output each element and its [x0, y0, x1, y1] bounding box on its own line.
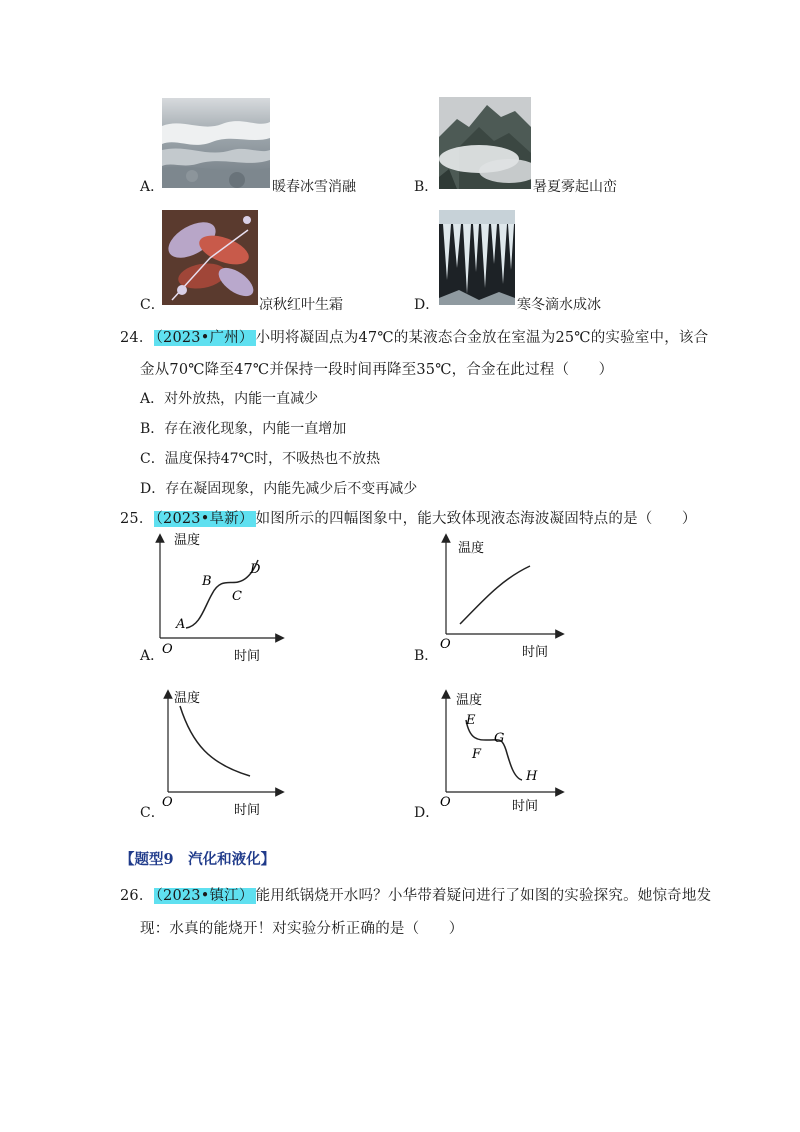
question-24: [120, 326, 708, 347]
question-text: 金从70℃降至47℃并保持一段时间再降至35℃，合金在此过程（ ）: [140, 362, 614, 378]
x-axis-label: 时间: [522, 645, 549, 660]
frosted-leaf-photo: [162, 210, 258, 305]
point-label: B: [202, 574, 212, 589]
point-label: G: [494, 731, 505, 746]
question-text: 如图所示的四幅图象中，能大致体现液态海波凝固特点的是（ ）: [255, 511, 697, 527]
graph-c: [130, 684, 290, 820]
option-b: B．存在液化现象，内能一直增加: [140, 421, 347, 437]
question-number: 25．: [120, 511, 154, 527]
graph-letter: A．: [140, 648, 165, 664]
y-axis-label: 温度: [458, 541, 485, 556]
question-text: 现：水真的能烧开！对实验分析正确的是（ ）: [140, 921, 464, 937]
source-tag: （2023•镇江）: [155, 888, 254, 904]
y-axis-label: 温度: [174, 533, 201, 548]
option-text: 凉秋红叶生霜: [259, 297, 343, 313]
mountain-fog-photo: [439, 97, 531, 189]
point-label: C: [232, 589, 242, 604]
question-number: 26．: [120, 888, 154, 904]
option-c: C．温度保持47℃时，不吸热也不放热: [140, 451, 381, 467]
option-text: 寒冬滴水成冰: [517, 297, 601, 313]
question-text: 能用纸锅烧开水吗？小华带着疑问进行了如图的实验探究。她惊奇地发: [255, 888, 712, 904]
option-letter: C．: [140, 297, 165, 313]
option-text: 暑夏雾起山峦: [533, 179, 617, 195]
origin-label: O: [440, 795, 451, 810]
melting-ice-photo: [162, 98, 270, 188]
option-d: D．存在凝固现象，内能先减少后不变再减少: [140, 481, 418, 497]
source-tag: （2023•阜新）: [155, 511, 254, 527]
option-letter: D．: [414, 297, 440, 313]
point-label: F: [472, 747, 482, 762]
option-text: 暖春冰雪消融: [272, 179, 356, 195]
origin-label: O: [440, 637, 451, 652]
source-tag: （2023•广州）: [155, 330, 254, 346]
origin-label: O: [162, 795, 173, 810]
point-label: H: [526, 769, 538, 784]
option-letter: B．: [414, 179, 439, 195]
icicles-photo: [439, 210, 515, 305]
y-axis-label: 温度: [174, 691, 201, 706]
graph-letter: B．: [414, 648, 439, 664]
option-a: A．对外放热，内能一直减少: [140, 391, 319, 407]
origin-label: O: [162, 642, 173, 657]
question-25: [120, 507, 697, 528]
x-axis-label: 时间: [512, 799, 539, 814]
point-label: D: [250, 562, 261, 577]
point-label: E: [466, 713, 476, 728]
x-axis-label: 时间: [234, 649, 261, 664]
option-letter: A．: [140, 179, 165, 195]
graph-d: [410, 684, 570, 820]
question-number: 24．: [120, 330, 154, 346]
question-26: [120, 884, 711, 905]
question-text: 小明将凝固点为47℃的某液态合金放在室温为25℃的实验室中，该合: [255, 330, 709, 346]
point-label: A: [176, 617, 186, 632]
graph-letter: D．: [414, 805, 440, 821]
x-axis-label: 时间: [234, 803, 261, 818]
y-axis-label: 温度: [456, 693, 483, 708]
graph-letter: C．: [140, 805, 165, 821]
section-heading: 【题型9 汽化和液化】: [120, 851, 276, 868]
